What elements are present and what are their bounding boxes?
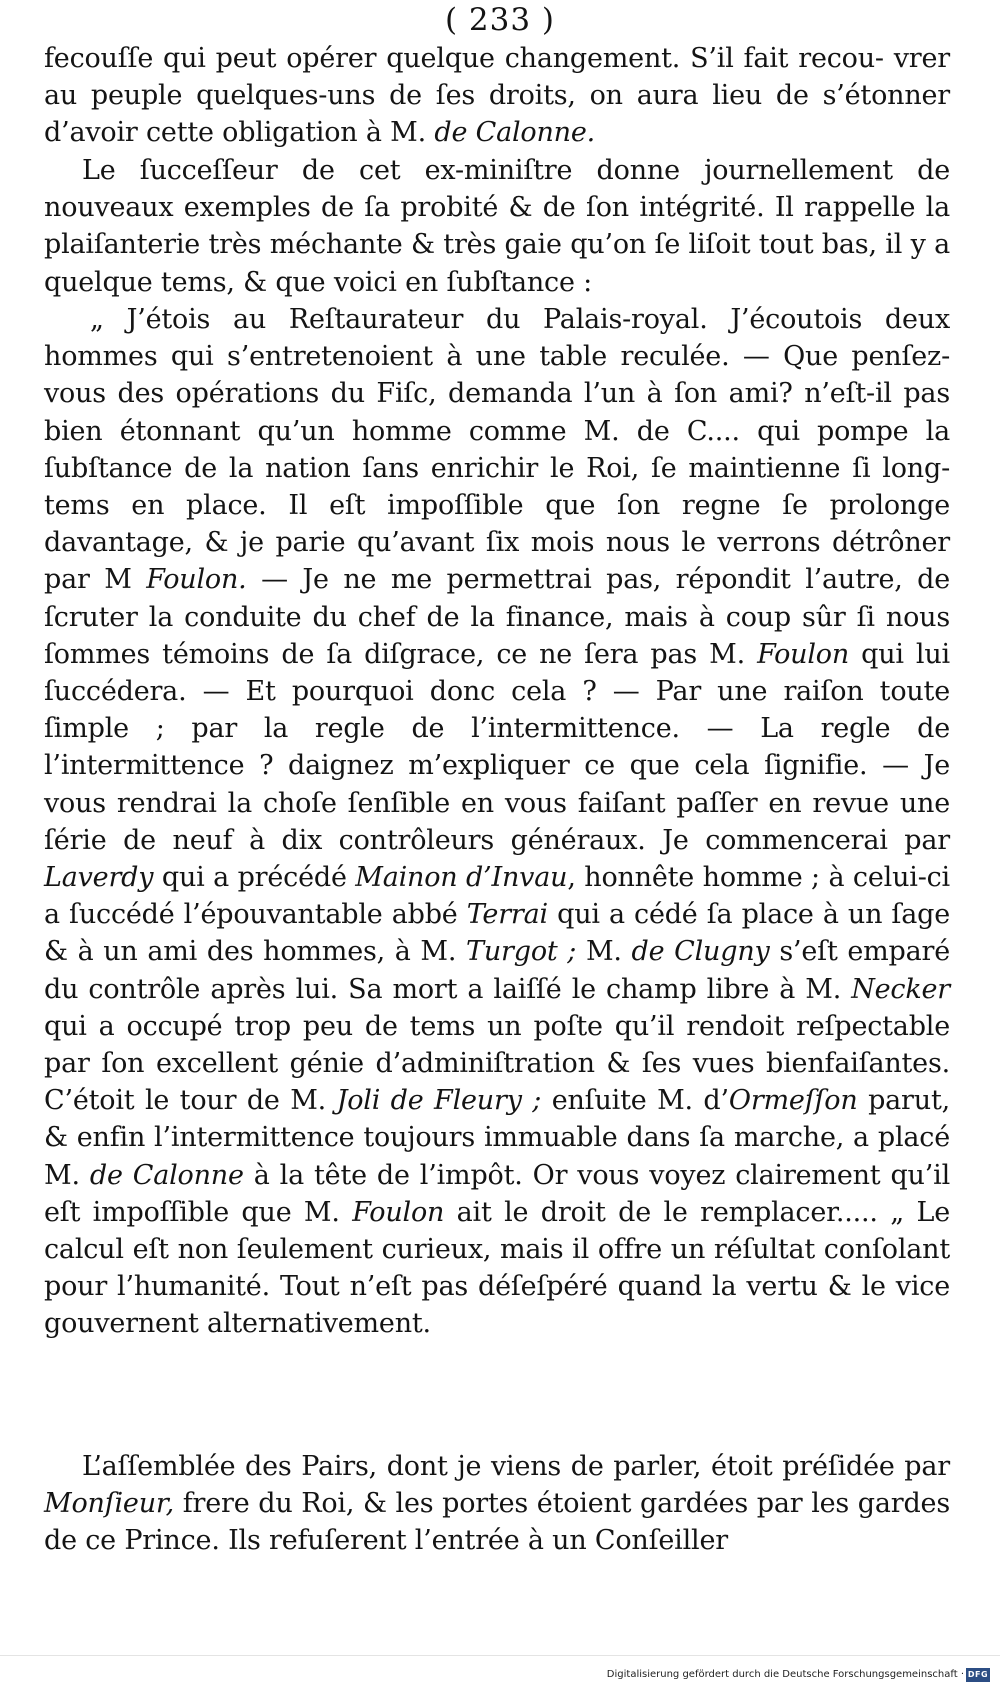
person-name: Turgot ; <box>466 936 577 968</box>
person-name: de Calonne. <box>434 117 595 149</box>
person-name: Foulon. <box>146 564 247 596</box>
person-name: Monſieur, <box>44 1488 175 1520</box>
person-name: Joli de Fleury ; <box>336 1085 542 1117</box>
dfg-logo: DFG <box>966 1668 990 1682</box>
text-segment: frere du Roi, & les portes étoient gardées par les gardes de ce Prince. Ils refuſerent l’entrée à un Conſeiller <box>44 1488 950 1557</box>
text-segment: L’aſſemblée des Pairs, dont je viens de parler, étoit préſidée par <box>82 1451 950 1482</box>
text-segment: qui a précédé <box>153 862 356 894</box>
text-segment: parut, & enfin l’intermittence toujours immuable dans ſa marche, a placé M. <box>44 1085 950 1191</box>
paragraph-3 <box>44 301 950 1343</box>
person-name: de Clugny <box>631 936 770 968</box>
text-segment: qui a cédé ſa place à un ſage & à un ami des hommes, à M. <box>44 899 950 968</box>
person-name: de Calonne <box>89 1159 244 1191</box>
text-segment: ait le droit de le remplacer..... „ Le calcul eſt non ſeulement curieux, mais il offre un réſultat conſolant pour l’humanité. Tout n’eſt pas déſeſpéré quand la vertu & le vice gouvernent alternativement. <box>44 1196 950 1340</box>
text-segment: à la tête de l’impôt. Or vous voyez clairement qu’il eſt impoſſible que M. <box>44 1159 951 1228</box>
footer-divider <box>0 1655 1000 1656</box>
person-name: Necker <box>851 973 950 1005</box>
text-segment: qui a occupé trop peu de tems un poſte qu’il rendoit reſpectable par ſon excellent génie d’adminiſtration & ſes vues bienfaiſantes. C’étoit le tour de M. <box>44 1010 950 1117</box>
paragraph-1-line-3: s’étonner d’avoir cette obligation à M. <box>44 80 950 149</box>
paragraph-1 <box>44 40 950 152</box>
text-segment: M. <box>576 936 632 968</box>
text-segment: qui lui ſuccédera. — Et pourquoi donc cela ? — Par une raiſon toute ſimple ; par la regle de l’intermittence. — La regle de l’intermittence ? daignez m’expliquer ce que cela ſignifie. — Je vous rendrai la choſe ſenſible en vous faiſant paſſer en revue une ſérie de neuf à dix contrôleurs généraux. Je commencerai par <box>44 638 950 856</box>
paragraph-4 <box>44 1448 950 1560</box>
digitization-credit: Digitalisierung gefördert durch die Deutsche Forschungsgemeinschaft · <box>606 1669 964 1680</box>
text-segment: enſuite M. d’ <box>541 1085 729 1117</box>
person-name: Foulon <box>352 1196 445 1228</box>
text-segment: — Je ne me permettrai pas, répondit l’autre, de ſcruter la conduite du chef de la finance, mais à coup sûr ſi nous ſommes témoins de ſa diſgrace, ce ne ſera pas M. <box>44 564 950 670</box>
person-name: Foulon <box>757 638 850 670</box>
text-segment: „ J’étois au Reſtaurateur du Palais-royal. J’écoutois deux hommes qui s’entretenoient à une table reculée. — Que penſez-vous des opérations du Fiſc, demanda l’un à ſon ami? n’eſt-il pas bien étonnant qu’un homme comme M. de C.... qui pompe la ſubſtance de la nation ſans enrichir le Roi, ſe maintienne ſi long-tems en place. Il eſt impoſſible que ſon regne ſe prolonge davantage, & je parie qu’avant ſix mois nous le verrons détrôner par M <box>44 304 950 596</box>
person-name: Ormeſſon <box>728 1085 858 1117</box>
paragraph-1-line-2: vrer au peuple quelques-uns de ſes droits, on aura lieu de <box>44 43 950 112</box>
text-segment: , honnête homme ; à celui-ci a ſuccédé l’épouvantable abbé <box>44 862 950 931</box>
paragraph-1-line-1: fecouſſe qui peut opérer quelque changement. S’il fait recou- <box>44 43 884 74</box>
person-name: Laverdy <box>44 862 154 894</box>
text-segment: s’eſt emparé du contrôle après lui. Sa mort a laiſſé le champ libre à M. <box>44 936 951 1005</box>
paragraph-2: Le ſucceſſeur de cet ex-miniſtre donne journellement de nouveaux exemples de ſa probité & de ſon intégrité. Il rappelle la plaiſanterie très méchante & très gaie qu’on ſe liſoit tout bas, il y a quelque tems, & que voici en ſubſtance : <box>44 155 950 298</box>
person-name: Mainon d’Invau <box>355 862 568 894</box>
page-number: ( 233 ) <box>444 2 556 38</box>
person-name: Terrai <box>466 899 548 931</box>
